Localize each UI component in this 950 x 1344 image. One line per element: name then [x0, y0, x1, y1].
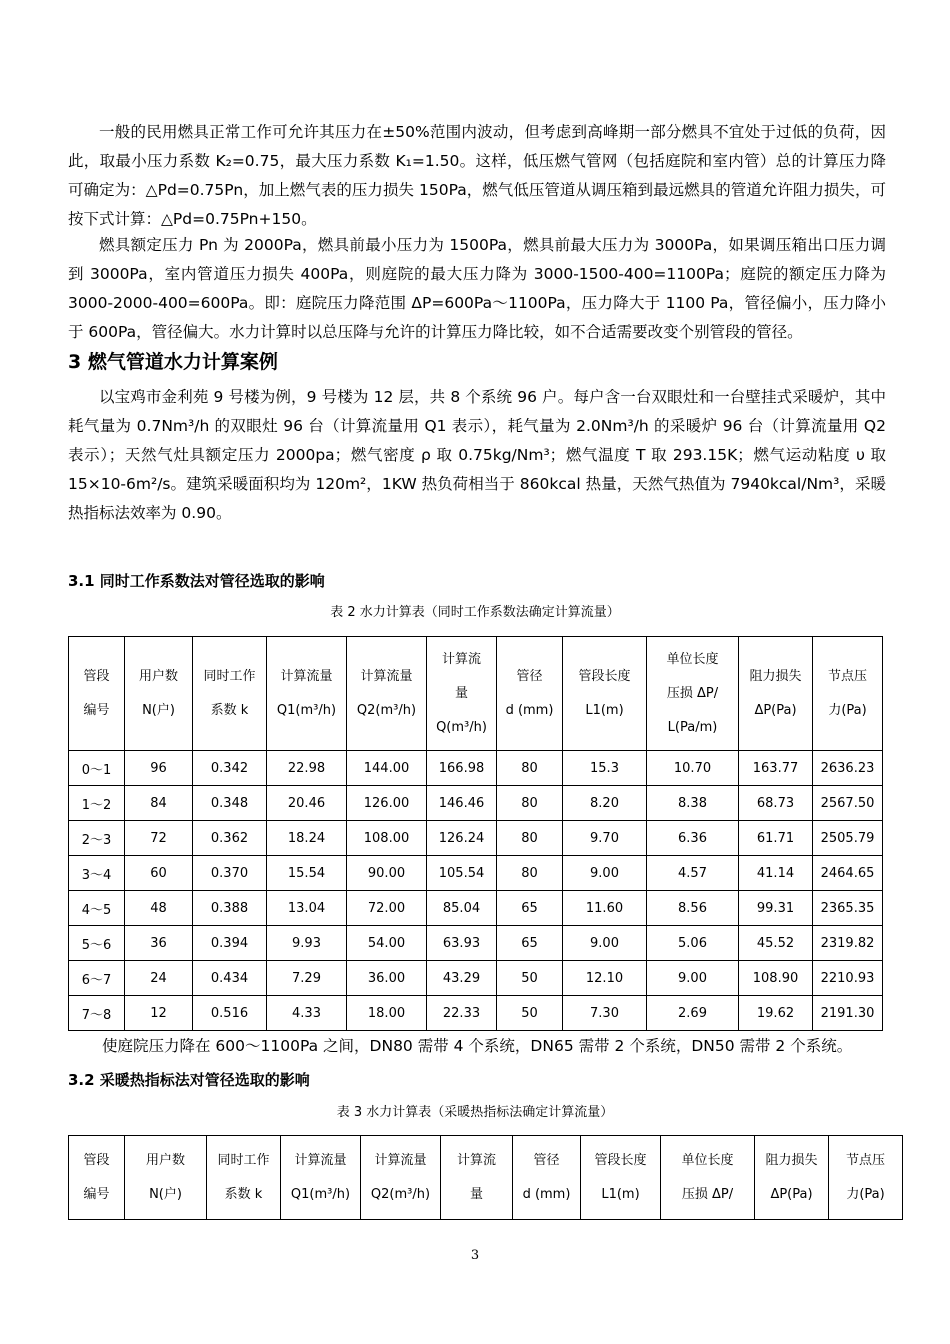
table-cell: 18.24	[267, 821, 347, 856]
table-header-row	[69, 1136, 903, 1220]
section-3-heading: 3 燃气管道水力计算案例	[68, 351, 278, 373]
table-row	[69, 786, 883, 821]
table-cell: 20.46	[267, 786, 347, 821]
table-cell: 1～2	[69, 786, 125, 821]
table-cell: 2567.50	[813, 786, 883, 821]
table-cell: 18.00	[347, 996, 427, 1031]
table-2-note: 使庭院压力降在 600～1100Pa 之间，DN80 需带 4 个系统，DN65 需带 2 个系统，DN50 需带 2 个系统。	[102, 1037, 853, 1055]
table-cell: 63.93	[427, 926, 497, 961]
table-cell: 4～5	[69, 891, 125, 926]
column-header: 管段长度 L1(m)	[563, 637, 647, 751]
column-header: 用户数 N(户)	[125, 1136, 207, 1220]
table-cell: 4.33	[267, 996, 347, 1031]
table-cell: 36	[125, 926, 193, 961]
table-cell: 65	[497, 926, 563, 961]
table-cell: 0.516	[193, 996, 267, 1031]
column-header: 同时工作 系数 k	[207, 1136, 281, 1220]
table-cell: 5.06	[647, 926, 739, 961]
table-cell: 80	[497, 821, 563, 856]
table-cell: 2365.35	[813, 891, 883, 926]
column-header: 计算流量 Q1(m³/h)	[281, 1136, 361, 1220]
table-cell: 61.71	[739, 821, 813, 856]
table-cell: 15.54	[267, 856, 347, 891]
column-header: 管段 编号	[69, 1136, 125, 1220]
table-cell: 15.3	[563, 751, 647, 786]
paragraph-case-description: 以宝鸡市金利苑 9 号楼为例，9 号楼为 12 层，共 8 个系统 96 户。每户含一台双眼灶和一台壁挂式采暖炉，其中耗气量为 0.7Nm³/h 的双眼灶 96 台（计算流量用 Q1 表示），耗气量为 2.0Nm³/h 的采暖炉 96 台（计算流量用 Q2 表示）；天然气灶具额定压力 2000pa；燃气密度 ρ 取 0.75kg/Nm³；燃气温度 T 取 293.15K；燃气运动粘度 υ 取 15×10-6m²/s。建筑采暖面积均为 120m²，1KW 热负荷相当于 860kcal 热量，天然气热值为 7940kcal/Nm³，采暖热指标法效率为 0.90。	[68, 388, 886, 522]
table-cell: 126.00	[347, 786, 427, 821]
table-cell: 108.90	[739, 961, 813, 996]
column-header: 节点压 力(Pa)	[813, 637, 883, 751]
table-cell: 9.00	[563, 856, 647, 891]
table-row	[69, 751, 883, 786]
table-row	[69, 856, 883, 891]
table-cell: 0～1	[69, 751, 125, 786]
hydraulic-table-3	[68, 1135, 903, 1220]
table-cell: 0.394	[193, 926, 267, 961]
column-header: 阻力损失 ΔP(Pa)	[755, 1136, 829, 1220]
column-header: 计算流量 Q2(m³/h)	[361, 1136, 441, 1220]
table-cell: 2.69	[647, 996, 739, 1031]
table-cell: 22.33	[427, 996, 497, 1031]
page-number: 3	[470, 1248, 480, 1263]
table-3-caption: 表 3 水力计算表（采暖热指标法确定计算流量）	[336, 1105, 614, 1120]
table-cell: 99.31	[739, 891, 813, 926]
table-cell: 48	[125, 891, 193, 926]
table-cell: 41.14	[739, 856, 813, 891]
table-cell: 8.38	[647, 786, 739, 821]
table-cell: 2464.65	[813, 856, 883, 891]
table-cell: 2319.82	[813, 926, 883, 961]
table-cell: 2～3	[69, 821, 125, 856]
table-cell: 0.348	[193, 786, 267, 821]
table-cell: 7.30	[563, 996, 647, 1031]
column-header: 管径 d (mm)	[513, 1136, 581, 1220]
table-cell: 11.60	[563, 891, 647, 926]
table-cell: 43.29	[427, 961, 497, 996]
table-cell: 80	[497, 786, 563, 821]
table-cell: 146.46	[427, 786, 497, 821]
table-cell: 96	[125, 751, 193, 786]
section-3-1-heading: 3.1 同时工作系数法对管径选取的影响	[68, 572, 325, 590]
table-cell: 166.98	[427, 751, 497, 786]
table-cell: 72	[125, 821, 193, 856]
column-header: 计算流量 Q2(m³/h)	[347, 637, 427, 751]
table-cell: 9.93	[267, 926, 347, 961]
hydraulic-table-2	[68, 636, 883, 1031]
table-cell: 105.54	[427, 856, 497, 891]
table-cell: 0.342	[193, 751, 267, 786]
table-cell: 2505.79	[813, 821, 883, 856]
table-row	[69, 996, 883, 1031]
table-cell: 108.00	[347, 821, 427, 856]
column-header: 管段 编号	[69, 637, 125, 751]
table-cell: 163.77	[739, 751, 813, 786]
table-cell: 45.52	[739, 926, 813, 961]
table-cell: 60	[125, 856, 193, 891]
paragraph-pressure-coefficient: 一般的民用燃具正常工作可允许其压力在±50%范围内波动，但考虑到高峰期一部分燃具不宜处于过低的负荷，因此，取最小压力系数 K₂=0.75，最大压力系数 K₁=1.50。这样，低压燃气管网（包括庭院和室内管）总的计算压力降可确定为：△Pd=0.75Pn，加上燃气表的压力损失 150Pa，燃气低压管道从调压箱到最远燃具的管道允许阻力损失，可按下式计算：△Pd=0.75Pn+150。	[68, 123, 886, 228]
section-3-2-heading: 3.2 采暖热指标法对管径选取的影响	[68, 1071, 310, 1089]
table-cell: 12	[125, 996, 193, 1031]
table-row	[69, 961, 883, 996]
table-cell: 126.24	[427, 821, 497, 856]
table-cell: 85.04	[427, 891, 497, 926]
column-header: 单位长度 压损 ΔP/ L(Pa/m)	[647, 637, 739, 751]
table-cell: 10.70	[647, 751, 739, 786]
table-row	[69, 926, 883, 961]
table-cell: 22.98	[267, 751, 347, 786]
table-cell: 0.362	[193, 821, 267, 856]
table-cell: 0.388	[193, 891, 267, 926]
table-cell: 2636.23	[813, 751, 883, 786]
table-cell: 50	[497, 961, 563, 996]
column-header: 单位长度 压损 ΔP/	[661, 1136, 755, 1220]
table-cell: 3～4	[69, 856, 125, 891]
column-header: 计算流量 Q1(m³/h)	[267, 637, 347, 751]
table-cell: 80	[497, 751, 563, 786]
table-cell: 6.36	[647, 821, 739, 856]
table-cell: 9.00	[647, 961, 739, 996]
table-cell: 7～8	[69, 996, 125, 1031]
table-cell: 12.10	[563, 961, 647, 996]
table-cell: 24	[125, 961, 193, 996]
table-cell: 72.00	[347, 891, 427, 926]
paragraph-rated-pressure: 燃具额定压力 Pn 为 2000Pa，燃具前最小压力为 1500Pa，燃具前最大压力为 3000Pa，如果调压箱出口压力调到 3000Pa，室内管道压力损失 400Pa，则庭院的最大压力降为 3000-1500-400=1100Pa；庭院的额定压力降为 3000-2000-400=600Pa。即：庭院压力降范围 ΔP=600Pa～1100Pa，压力降大于 1100 Pa，管径偏小，压力降小于 600Pa，管径偏大。水力计算时以总压降与允许的计算压力降比较，如不合适需要改变个别管段的管径。	[68, 236, 886, 341]
table-cell: 4.57	[647, 856, 739, 891]
column-header: 计算流 量 Q(m³/h)	[427, 637, 497, 751]
table-cell: 2191.30	[813, 996, 883, 1031]
table-cell: 54.00	[347, 926, 427, 961]
column-header: 计算流 量	[441, 1136, 513, 1220]
table-cell: 80	[497, 856, 563, 891]
table-cell: 68.73	[739, 786, 813, 821]
column-header: 用户数 N(户)	[125, 637, 193, 751]
table-cell: 36.00	[347, 961, 427, 996]
table-cell: 84	[125, 786, 193, 821]
table-cell: 65	[497, 891, 563, 926]
column-header: 阻力损失 ΔP(Pa)	[739, 637, 813, 751]
table-cell: 90.00	[347, 856, 427, 891]
column-header: 管段长度 L1(m)	[581, 1136, 661, 1220]
table-row	[69, 891, 883, 926]
column-header: 节点压 力(Pa)	[829, 1136, 903, 1220]
table-cell: 2210.93	[813, 961, 883, 996]
table-cell: 5～6	[69, 926, 125, 961]
table-cell: 7.29	[267, 961, 347, 996]
table-cell: 8.56	[647, 891, 739, 926]
table-cell: 19.62	[739, 996, 813, 1031]
column-header: 管径 d (mm)	[497, 637, 563, 751]
table-cell: 9.70	[563, 821, 647, 856]
table-row	[69, 821, 883, 856]
table-header-row	[69, 637, 883, 751]
table-cell: 0.370	[193, 856, 267, 891]
table-cell: 0.434	[193, 961, 267, 996]
table-cell: 9.00	[563, 926, 647, 961]
column-header: 同时工作 系数 k	[193, 637, 267, 751]
table-cell: 6～7	[69, 961, 125, 996]
table-2-caption: 表 2 水力计算表（同时工作系数法确定计算流量）	[330, 605, 620, 620]
table-cell: 13.04	[267, 891, 347, 926]
table-cell: 8.20	[563, 786, 647, 821]
table-cell: 50	[497, 996, 563, 1031]
table-cell: 144.00	[347, 751, 427, 786]
